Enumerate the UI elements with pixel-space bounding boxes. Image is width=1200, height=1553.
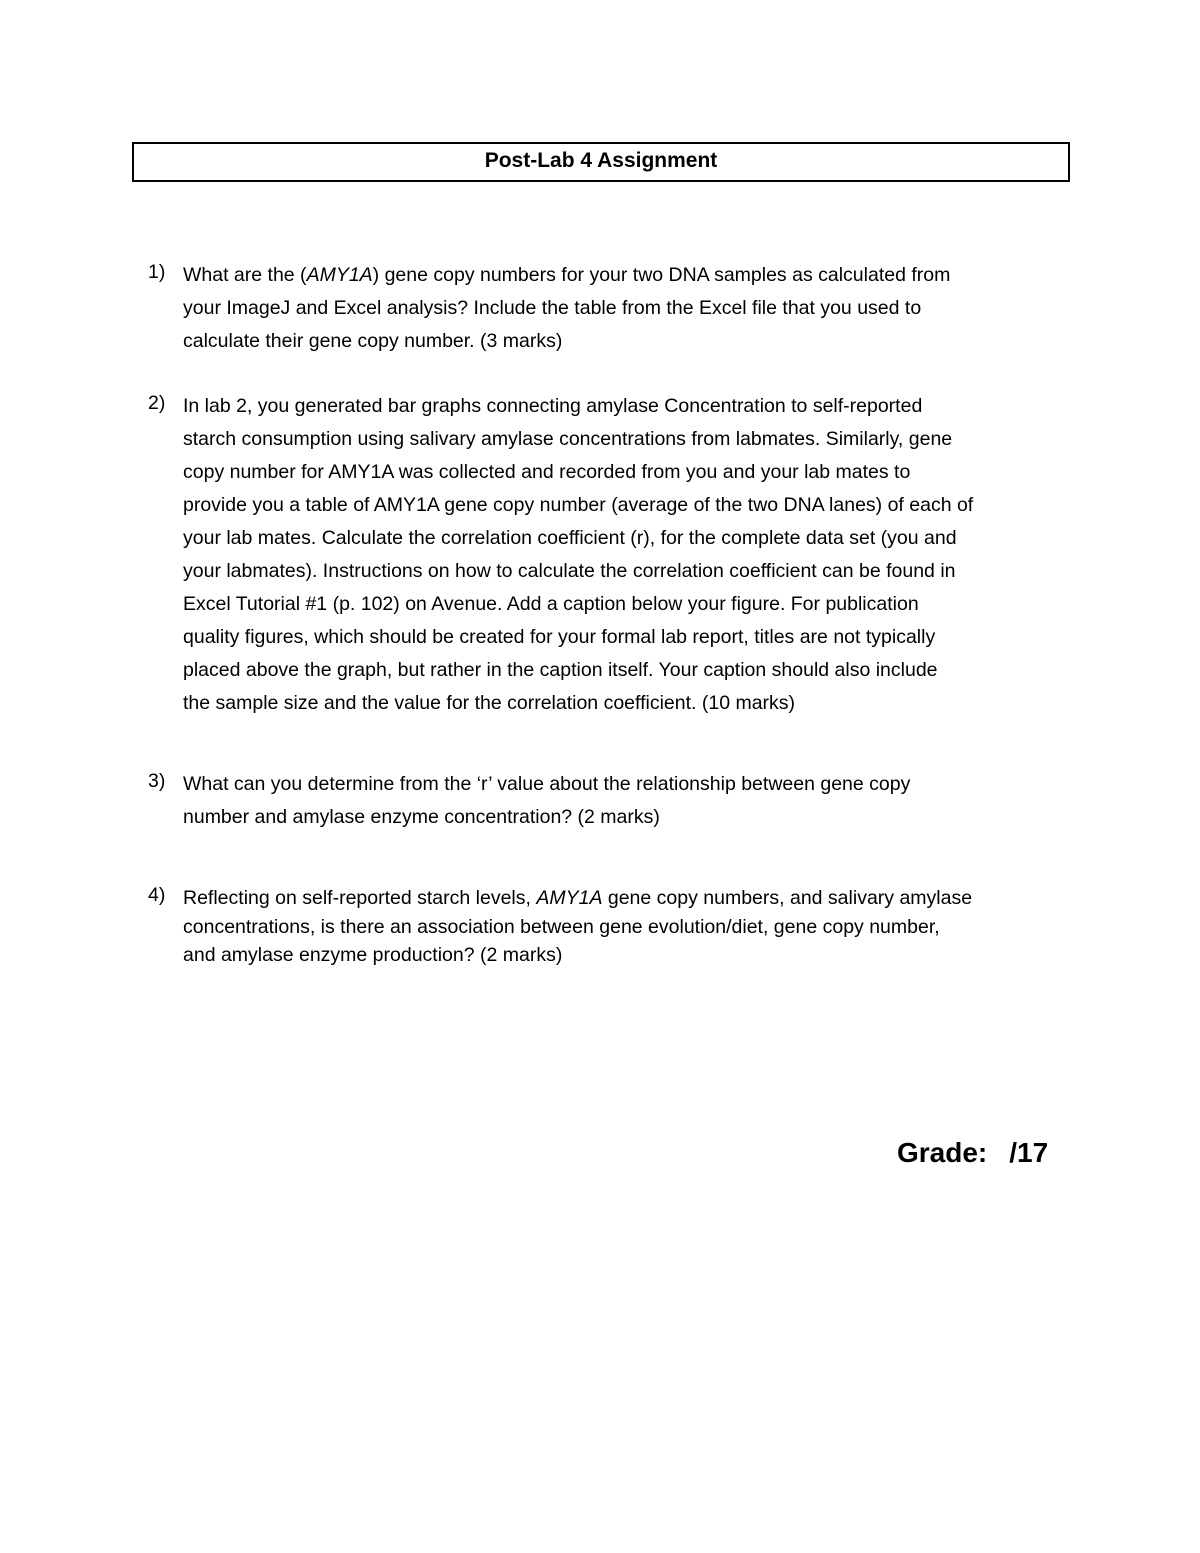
question-line: calculate their gene copy number. (3 marks) (183, 330, 563, 352)
question-line: copy number for AMY1A was collected and recorded from you and your lab mates to (183, 461, 911, 483)
question-line: placed above the graph, but rather in the caption itself. Your caption should also include (183, 659, 938, 681)
question-text (183, 884, 1063, 970)
question-line: and amylase enzyme production? (2 marks) (183, 944, 563, 966)
gene-name-italic: AMY1A (306, 264, 373, 286)
question-number: 1) (148, 261, 166, 283)
gene-name-italic: AMY1A (536, 887, 603, 909)
question-line: Reflecting on self-reported starch levels, AMY1A gene copy numbers, and salivary amylase (183, 887, 973, 909)
title-box (132, 142, 1070, 182)
question-line: Excel Tutorial #1 (p. 102) on Avenue. Add a caption below your figure. For publication (183, 593, 919, 615)
grade-field (897, 1137, 1048, 1169)
question-line: quality figures, which should be created for your formal lab report, titles are not typically (183, 626, 936, 648)
question-text (183, 261, 1063, 360)
question-text (183, 392, 1063, 722)
question-number: 2) (148, 392, 166, 414)
question-number: 3) (148, 770, 166, 792)
question-number: 4) (148, 884, 166, 906)
question-line: What can you determine from the ‘r’ value about the relationship between gene copy (183, 773, 911, 795)
question-line: the sample size and the value for the correlation coefficient. (10 marks) (183, 692, 796, 714)
question-line: your labmates). Instructions on how to calculate the correlation coefficient can be found in (183, 560, 956, 582)
question-line: provide you a table of AMY1A gene copy number (average of the two DNA lanes) of each of (183, 494, 974, 516)
grade-value: /17 (1009, 1137, 1049, 1168)
question-line: What are the (AMY1A) gene copy numbers for your two DNA samples as calculated from (183, 264, 951, 286)
question-line: In lab 2, you generated bar graphs connecting amylase Concentration to self-reported (183, 395, 923, 417)
question-line: starch consumption using salivary amylase concentrations from labmates. Similarly, gene (183, 428, 953, 450)
page-title: Post-Lab 4 Assignment (484, 149, 718, 172)
grade-label: Grade: (897, 1137, 988, 1168)
question-line: your lab mates. Calculate the correlation coefficient (r), for the complete data set (you and (183, 527, 957, 549)
question-text (183, 770, 1063, 836)
question-line: your ImageJ and Excel analysis? Include the table from the Excel file that you used to (183, 297, 922, 319)
question-line: concentrations, is there an association between gene evolution/diet, gene copy number, (183, 915, 940, 938)
question-line: number and amylase enzyme concentration? (2 marks) (183, 806, 660, 828)
